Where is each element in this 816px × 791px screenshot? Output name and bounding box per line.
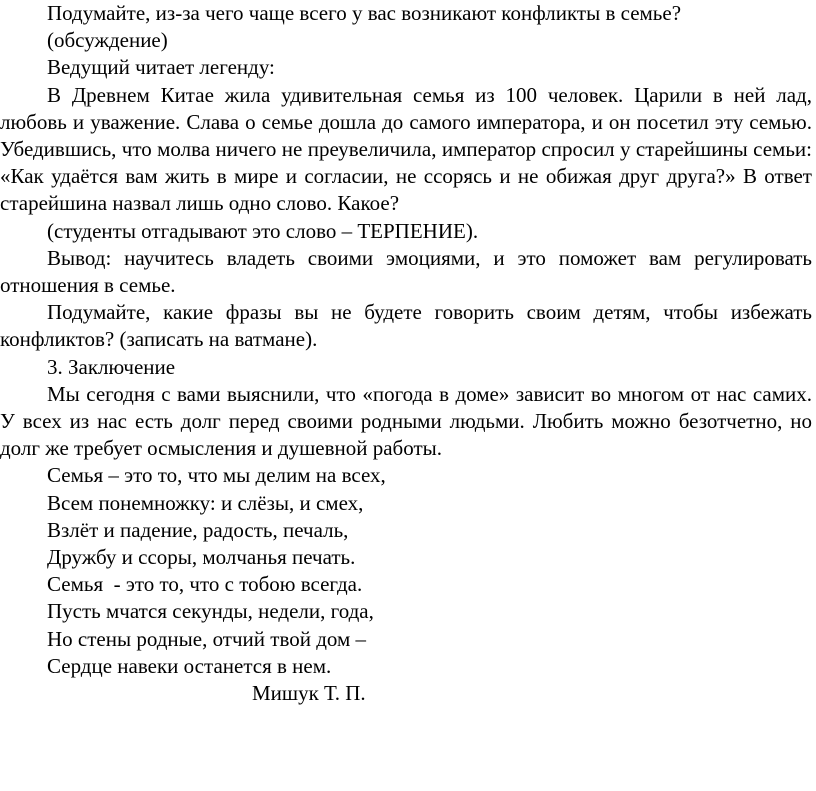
students-guess-note: (студенты отгадывают это слово – ТЕРПЕНИЕ). (47, 218, 479, 243)
poem-line: Семья - это то, что с тобою всегда. (47, 572, 363, 597)
poem-line: Семья – это то, что мы делим на всех, (47, 463, 386, 488)
conclusion-advice-paragraph: Вывод: научитесь владеть своими эмоциями, и это поможет вам регулировать отношения в семье. (0, 245, 812, 298)
poem-line: Всем понемножку: и слёзы, и смех, (47, 490, 364, 515)
poem-line: Взлёт и падение, радость, печаль, (47, 517, 349, 542)
poem (0, 462, 812, 680)
question-paragraph: Подумайте, из-за чего чаще всего у вас возникают конфликты в семье? (47, 1, 682, 25)
poem-line: Дружбу и ссоры, молчанья печать. (47, 545, 356, 570)
phrases-question-paragraph: Подумайте, какие фразы вы не будете говорить своим детям, чтобы избежать конфликтов? (записать на ватмане). (0, 300, 812, 352)
poem-line: Сердце навеки останется в нем. (47, 653, 332, 678)
section-heading-conclusion: 3. Заключение (47, 354, 176, 379)
legend-intro: Ведущий читает легенду: (47, 55, 275, 80)
author-signature: Мишук Т. П. (252, 681, 366, 706)
legend-paragraph: В Древнем Китае жила удивительная семья из 100 человек. Царили в ней лад, любовь и уважение. Слава о семье дошла до самого императора, и он посетил эту семью. Убедившись, что молва ничего не преувеличила, император спросил у старейшины семьи: «Как удаётся вам жить в мире и согласии, не ссорясь и не обижая друг друга?» В ответ старейшина назвал лишь одно слово. Какое? (0, 82, 812, 216)
final-paragraph: Мы сегодня с вами выяснили, что «погода в доме» зависит во многом от нас самих. У всех из нас есть долг перед своими родными людьми. Любить можно безотчетно, но долг же требует осмысления и душевной работы. (0, 381, 812, 461)
discussion-note: (обсуждение) (47, 28, 168, 53)
poem-line: Пусть мчатся секунды, недели, года, (47, 599, 374, 624)
poem-line: Но стены родные, отчий твой дом – (47, 626, 367, 651)
